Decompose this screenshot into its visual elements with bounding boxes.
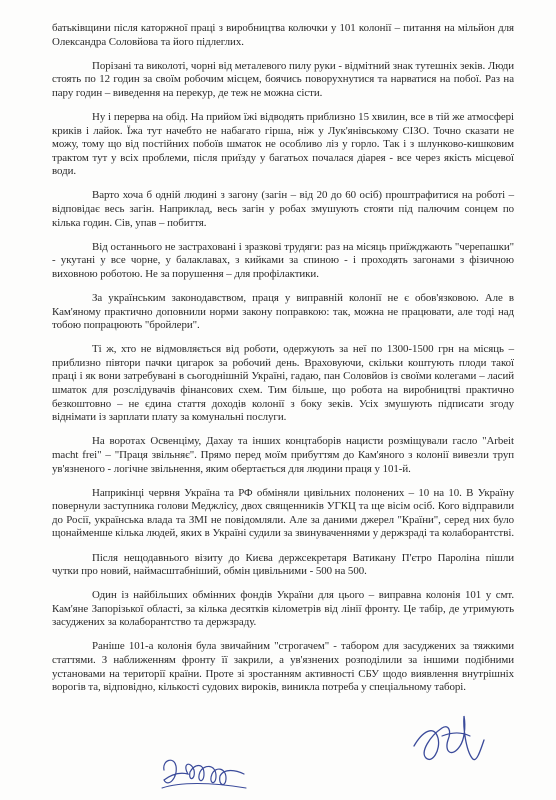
paragraph: Наприкінці червня Україна та РФ обміняли цивільних полонених – 10 на 10. В Україну повернули заступника голови Меджлісу, двох священників УГКЦ та ще вісім осіб. Кого відправили до Росії, українська влада та ЗМІ не повідомляли. Але за даними джерел "Країни", серед них було щонайменше кілька людей, яких в Україні судили за звинуваченнями у держзраді та колаборантстві.	[52, 486, 514, 540]
signature-right	[408, 706, 488, 772]
paragraph: Ну і перерва на обід. На прийом їжі відводять приблизно 15 хвилин, все в тій же атмосфері криків і лайок. Їжа тут начебто не набагато гірша, ніж у Лук'янівському СІЗО. Точно сказати не можу, тому що від постійних побоїв шматок не особливо ліз у горло. Так і з шлунково-кишковим трактом тут у всіх проблеми, після приїзду у багатьох почалася діарея - все через якість місцевої води.	[52, 110, 514, 178]
document-body	[52, 22, 514, 705]
paragraph: Варто хоча б одній людині з загону (загін – від 20 до 60 осіб) проштрафитися на роботі – відповідає весь загін. Наприклад, весь загін у робах змушують стояти під палючим сонцем по кілька годин. Сів, упав – побиття.	[52, 189, 514, 229]
paragraph: На воротах Освенціму, Дахау та інших концтаборів нацисти розміщували гасло "Arbeit macht frei" – "Праця звільняє". Прямо перед моїм прибуттям до Кам'яного з колонії вивезли труп ув'язненого - логічне звільнення, яким обертається для людини праця у 101-й.	[52, 435, 514, 475]
paragraph: Від останнього не застраховані і зразкові трудяги: раз на місяць приїжджають "черепашки" - укутані у все чорне, у балаклавах, з кийками за спиною - і проходять загонами з фізичною виховною роботою. Не за порушення – для профілактики.	[52, 240, 514, 280]
paragraph: Раніше 101-а колонія була звичайним "строгачем" - табором для засуджених за тяжкими статтями. З наближенням фронту її закрили, а ув'язнених розподілили за іншими подібними установами на території країни. Проте зі зростанням активності СБУ щодо виявлення внутрішніх ворогів та, відповідно, кількості судових вироків, виникла потреба у спеціальному таборі.	[52, 640, 514, 694]
paragraph: Порізані та виколоті, чорні від металевого пилу руки - відмітний знак тутешніх зеків. Люди стоять по 12 годин за своїм робочим місцем, боячись поворухнутися та нарватися на побої. Раз на пару годин – виведення на перекур, де теж не можна сісти.	[52, 59, 514, 99]
paragraph: За українським законодавством, праця у виправній колонії не є обов'язковою. Але в Кам'яному практично доповнили норми закону поправкою: так, можна не працювати, але тоді над тобою попрацюють "бройлери".	[52, 292, 514, 332]
paragraph: батьківщини після каторжної праці з виробництва колючки у 101 колонії – питання на мільйон для Олександра Соловйова та його підлеглих.	[52, 22, 514, 48]
signature-bottom	[160, 752, 250, 794]
paragraph: Один із найбільших обмінних фондів України для цього – виправна колонія 101 у смт. Кам'яне Запорізької області, за кілька десятків кілометрів від лінії фронту. Це табір, де утримують засуджених за колаборантство та держзраду.	[52, 589, 514, 629]
paragraph: Після нещодавнього візиту до Києва держсекретаря Ватикану П'єтро Пароліна пішли чутки про новий, наймасштабніший, обмін цивільними - 500 на 500.	[52, 551, 514, 578]
paragraph: Ті ж, хто не відмовляється від роботи, одержують за неї по 1300-1500 грн на місяць – приблизно півтори пачки цигарок за робочий день. Враховуючи, скільки коштують плоди такої праці і як вони затребувані в сьогоднішній Україні, гадаю, пан Соловйов із своїми колегами – ласий шматок для розслідувачів фінансових схем. Тим більше, що робота на виробництві практично безкоштовно – не єдина стаття доходів колонії з боку зеків. Усіх змушують підписати згоду віднімати із зарплати плату за комунальні послуги.	[52, 343, 514, 424]
